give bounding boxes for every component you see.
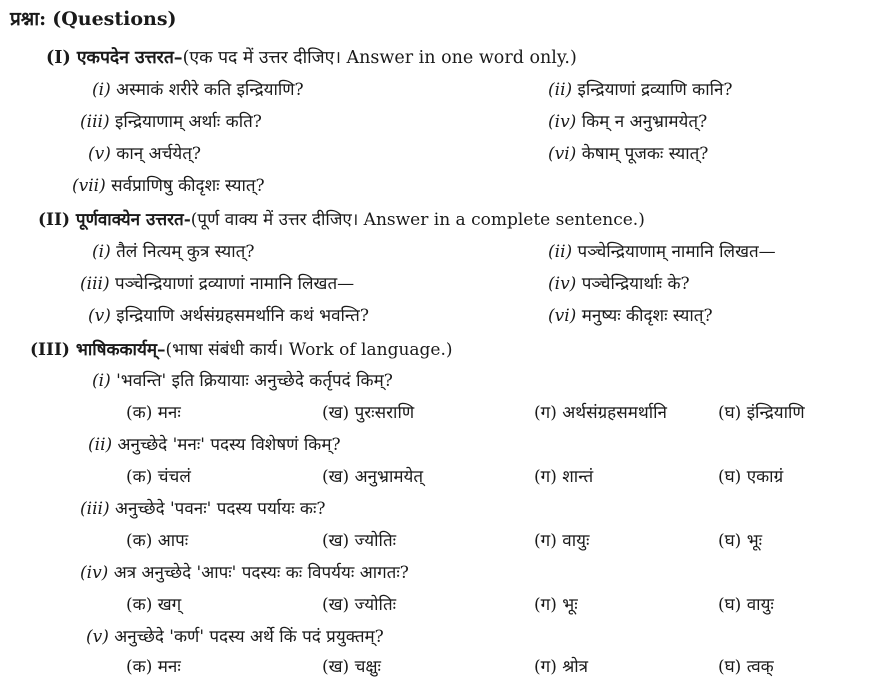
option-d: (घ) भूः: [718, 531, 763, 551]
option-d: (घ) इंन्द्रियाणि: [718, 403, 805, 423]
question: (ii) अनुच्छेदे 'मनः' पदस्य विशेषणं किम्?: [88, 435, 341, 455]
option-d: (घ) एकाग्रं: [718, 467, 784, 487]
option-a: (क) मनः: [126, 403, 181, 423]
section-1-header: [46, 50, 577, 68]
option-a: (क) चंचलं: [126, 467, 191, 487]
question: (iv) अत्र अनुच्छेदे 'आपः' पदस्यः कः विपर्ययः आगतः?: [80, 563, 409, 583]
option-c: (ग) श्रोत्र: [534, 657, 589, 677]
section-1-instruction: (एक पद में उत्तर दीजिए। Answer in one word only.): [182, 48, 577, 68]
option-d: (घ) त्वक्: [718, 657, 774, 677]
option-b: (ख) चक्षुः: [322, 657, 381, 677]
question: (i) 'भवन्ति' इति क्रियायाः अनुच्छेदे कर्तृपदं किम्?: [92, 371, 393, 391]
question: (vii) सर्वप्राणिषु कीदृशः स्यात्?: [72, 176, 265, 196]
section-2-header: [38, 212, 645, 229]
question: (iii) पञ्चेन्द्रियाणां द्रव्याणां नामानि लिखत—: [80, 274, 355, 294]
section-2-title: (II) पूर्णवाक्येन उत्तरत-: [38, 210, 191, 230]
question: (iv) किम् न अनुभ्रामयेत्?: [548, 112, 708, 132]
option-c: (ग) भूः: [534, 595, 578, 615]
option-c: (ग) शान्तं: [534, 467, 594, 487]
question: (v) कान् अर्चयेत्?: [88, 144, 202, 164]
option-b: (ख) अनुभ्रामयेत्: [322, 467, 424, 487]
section-3-header: [30, 342, 453, 359]
section-2-instruction: (पूर्ण वाक्य में उत्तर दीजिए। Answer in a complete sentence.): [190, 210, 645, 230]
heading-hindi: प्रश्ना:: [10, 8, 47, 30]
option-b: (ख) पुरःसराणि: [322, 403, 415, 423]
question: (iii) इन्द्रियाणाम् अर्थाः कति?: [80, 112, 262, 132]
option-a: (क) आपः: [126, 531, 189, 551]
question: (v) इन्द्रियाणि अर्थसंग्रहसमर्थानि कथं भवन्ति?: [88, 306, 369, 326]
question: (iii) अनुच्छेदे 'पवनः' पदस्य पर्यायः कः?: [80, 499, 326, 519]
question: (ii) इन्द्रियाणां द्रव्याणि कानि?: [548, 80, 733, 100]
question: (v) अनुच्छेदे 'कर्ण' पदस्य अर्थे किं पदं प्रयुक्तम्?: [86, 627, 384, 647]
option-b: (ख) ज्योतिः: [322, 531, 397, 551]
option-c: (ग) वायुः: [534, 531, 590, 551]
option-a: (क) मनः: [126, 657, 181, 677]
section-3-title: (III) भाषिककार्यम्–: [30, 340, 166, 360]
option-b: (ख) ज्योतिः: [322, 595, 397, 615]
heading-english: (Questions): [52, 8, 177, 30]
option-a: (क) खग्: [126, 595, 182, 615]
question: (iv) पञ्चेन्द्रियार्थाः के?: [548, 274, 690, 294]
question: (vi) केषाम् पूजकः स्यात्?: [548, 144, 709, 164]
question: (i) तैलं नित्यम् कुत्र स्यात्?: [92, 242, 255, 262]
question: (vi) मनुष्यः कीदृशः स्यात्?: [548, 306, 713, 326]
page-heading: [10, 10, 177, 29]
option-c: (ग) अर्थसंग्रहसमर्थानि: [534, 403, 667, 423]
question: (i) अस्माकं शरीरे कति इन्द्रियाणि?: [92, 80, 304, 100]
section-3-instruction: (भाषा संबंधी कार्य। Work of language.): [165, 340, 453, 360]
option-d: (घ) वायुः: [718, 595, 774, 615]
section-1-title: (I) एकपदेन उत्तरत–: [46, 48, 183, 68]
question: (ii) पञ्चेन्द्रियाणाम् नामानि लिखत—: [548, 242, 776, 262]
